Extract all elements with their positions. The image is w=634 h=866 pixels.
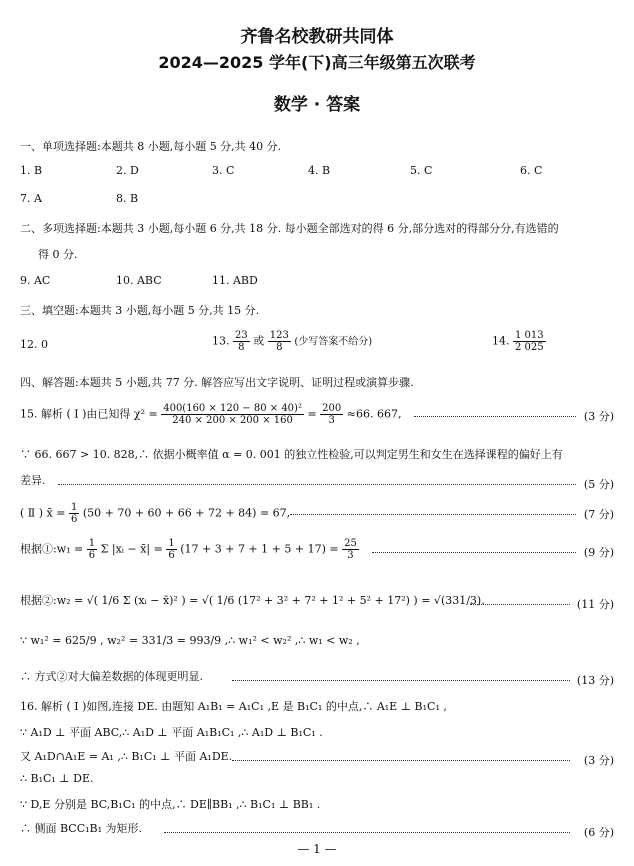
q16-line6: ∴ 侧面 BCC₁B₁ 为矩形.: [20, 822, 143, 835]
answer-3: 3. C: [212, 164, 235, 177]
leader-dots: [232, 760, 570, 761]
answer-14-prefix: 14.: [492, 334, 510, 348]
score-5: (5 分): [583, 478, 614, 491]
q15-w1-expr: (17 + 3 + 7 + 1 + 5 + 17) =: [180, 542, 339, 556]
score-7: (7 分): [583, 508, 614, 521]
q15-mean-label: ( Ⅱ ) x̄ =: [20, 506, 66, 520]
q15-equals: =: [307, 407, 317, 421]
score-3-q16: (3 分): [583, 754, 614, 767]
score-11: (11 分): [576, 598, 614, 611]
leader-dots: [232, 680, 570, 681]
subject-title: 数学 · 答案: [273, 95, 361, 115]
answer-9: 9. AC: [20, 274, 51, 287]
q15-chi-fraction: $\frac{\text{400(160 × 120 − 80 × 40)²}}{240 \times 200 \times 200 \times 160}$: [163, 403, 302, 426]
leader-dots: [164, 832, 570, 833]
leader-dots: [414, 416, 576, 417]
answer-7: 7. A: [20, 192, 42, 205]
page-number: — 1 —: [297, 842, 337, 856]
q16-line4: ∴ B₁C₁ ⊥ DE.: [20, 772, 94, 785]
section2-heading-cont: 得 0 分.: [38, 248, 78, 261]
section3-heading: 三、填空题:本题共 3 小题,每小题 5 分,共 15 分.: [20, 304, 260, 317]
q15-line8: ∴ 方式②对大偏差数据的体现更明显.: [20, 670, 203, 683]
answer-8: 8. B: [116, 192, 139, 205]
org-title: 齐鲁名校教研共同体: [240, 27, 394, 47]
answer-13-prefix: 13.: [212, 334, 230, 348]
answer-10: 10. ABC: [116, 274, 162, 287]
q16-text-1: ( Ⅰ )如图,连接 DE. 由题知 A₁B₁ = A₁C₁ ,E 是 B₁C₁ 的中点,∴ A₁E ⊥ B₁C₁ ,: [66, 700, 447, 713]
answer-5: 5. C: [410, 164, 433, 177]
answer-4: 4. B: [308, 164, 331, 177]
score-13: (13 分): [576, 674, 614, 687]
q15-chi-intro: ( Ⅰ )由已知得 χ² =: [66, 407, 158, 421]
q16-line5: ∵ D,E 分别是 BC,B₁C₁ 的中点,∴ DE∥BB₁ ,∴ B₁C₁ ⊥ BB₁ .: [20, 798, 321, 811]
answer-1: 1. B: [20, 164, 43, 177]
section1-heading: 一、单项选择题:本题共 8 小题,每小题 5 分,共 40 分.: [20, 140, 282, 153]
q15-result-fraction: $\frac{200}{3}$: [322, 403, 342, 426]
answer-13-fraction-2: $\frac{123}{8}$: [269, 330, 289, 353]
q15-mean-expr: (50 + 70 + 60 + 66 + 72 + 84) = 67,: [82, 506, 291, 520]
q15-w1-label: 根据①:w₁ =: [20, 542, 84, 556]
score-9: (9 分): [583, 546, 614, 559]
q15-w1-sum: Σ |xᵢ − x̄| =: [100, 542, 163, 556]
q15-line3: 差异.: [20, 474, 46, 487]
exam-title: 2024—2025 学年(下)高三年级第五次联考: [158, 53, 476, 72]
q15-label: 15. 解析: [20, 407, 63, 421]
leader-dots: [58, 484, 576, 485]
q16-line3: 又 A₁D∩A₁E = A₁ ,∴ B₁C₁ ⊥ 平面 A₁DE.: [20, 750, 233, 763]
score-3: (3 分): [583, 410, 614, 423]
answer-13: [212, 330, 372, 353]
q15-line4: [20, 502, 290, 525]
q15-line1: [20, 403, 401, 426]
q15-line6: [20, 592, 485, 608]
q16-line2: ∵ A₁D ⊥ 平面 ABC,∴ A₁D ⊥ 平面 A₁B₁C₁ ,∴ A₁D ⊥ B₁C₁ .: [20, 726, 323, 739]
answer-11: 11. ABD: [212, 274, 258, 287]
answer-13-or: 或: [253, 334, 265, 348]
q15-w1-fraction-2: $\frac{1}{6}$: [168, 538, 175, 561]
q15-approx: ≈66. 667,: [346, 407, 402, 421]
q15-w2-expr: = √( 1/6 (17² + 3² + 7² + 1² + 5² + 17²) ) = √(331/3).: [189, 594, 485, 607]
q16-label: 16. 解析: [20, 700, 63, 713]
leader-dots: [470, 604, 570, 605]
q15-line5: [20, 538, 359, 561]
q15-mean-fraction: $\frac{1}{6}$: [70, 502, 78, 525]
answer-6: 6. C: [520, 164, 543, 177]
answer-2: 2. D: [116, 164, 139, 177]
q16-line1: [20, 698, 447, 714]
answer-13-note: (少写答案不给分): [294, 336, 373, 348]
q15-line7: ∵ w₁² = 625/9 , w₂² = 331/3 = 993/9 ,∴ w₁² < w₂² ,∴ w₁ < w₂ ,: [20, 634, 360, 647]
score-6-q16: (6 分): [583, 826, 614, 839]
q15-w1-fraction: $\frac{1}{6}$: [88, 538, 96, 561]
section2-heading: 二、多项选择题:本题共 3 小题,每小题 6 分,共 18 分. 每小题全部选对的得 6 分,部分选对的得部分分,有选错的: [20, 222, 559, 235]
q15-w2-label: 根据②:w₂ =: [20, 594, 84, 607]
leader-dots: [372, 552, 576, 553]
q15-w1-result: $\frac{25}{3}$: [344, 538, 357, 561]
leader-dots: [290, 514, 576, 515]
answer-14-fraction: $\frac{1 013}{2 025}$: [515, 330, 544, 353]
answer-13-fraction-1: $\frac{23}{8}$: [235, 330, 248, 353]
section4-heading: 四、解答题:本题共 5 小题,共 77 分. 解答应写出文字说明、证明过程或演算步骤.: [20, 376, 414, 389]
q15-line2: ∵ 66. 667 > 10. 828,∴ 依据小概率值 α = 0. 001 的独立性检验,可以判定男生和女生在选择课程的偏好上有: [20, 448, 563, 461]
q15-w2-sqrt: √( 1/6 Σ (xᵢ − x̄)² ): [86, 594, 186, 607]
answer-12: 12. 0: [20, 338, 48, 351]
answer-14: [492, 330, 546, 353]
